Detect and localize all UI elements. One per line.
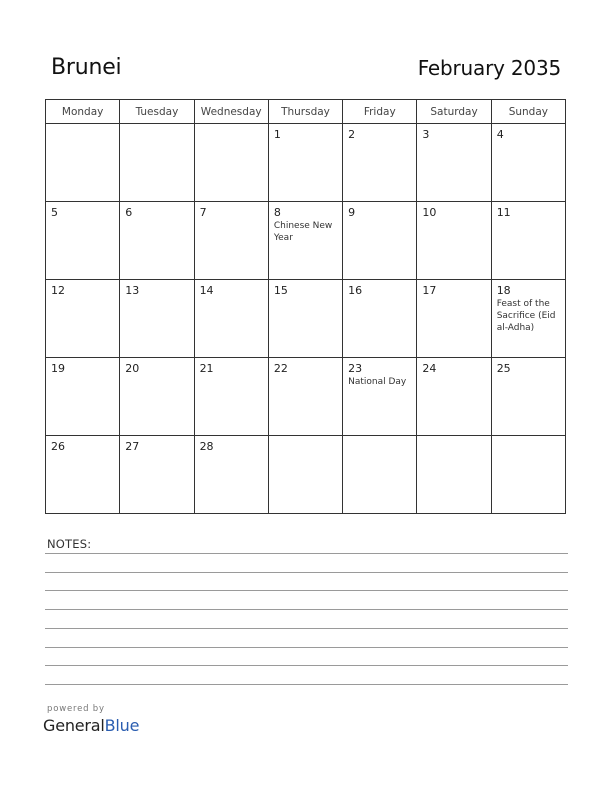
day-cell [120,358,194,436]
day-cell [417,436,491,514]
day-number: 8 [273,206,281,219]
day-cell [268,436,342,514]
notes-label: NOTES: [47,537,92,551]
calendar-body [46,124,566,514]
day-cell [120,436,194,514]
generalblue-logo [43,716,139,735]
day-number: 28 [199,440,214,453]
day-number: 7 [199,206,207,219]
country-title: Brunei [51,55,122,80]
day-cell [491,436,565,514]
day-cell [417,358,491,436]
day-cell [194,124,268,202]
day-cell [268,202,342,280]
day-cell [491,358,565,436]
holiday-label: National Day [348,377,407,387]
weekday-header-wednesday: Wednesday [194,100,268,124]
note-line [45,590,568,591]
day-number: 22 [273,362,288,375]
day-number: 1 [273,128,281,141]
week-row [46,202,566,280]
day-number: 21 [199,362,214,375]
note-line [45,553,568,554]
logo-text-blue: Blue [104,716,140,735]
day-cell [343,202,417,280]
day-cell [417,280,491,358]
day-cell [491,202,565,280]
weekday-header-monday: Monday [46,100,120,124]
note-line [45,684,568,685]
note-line [45,609,568,610]
day-cell [120,280,194,358]
calendar-grid [45,99,566,514]
day-number: 19 [51,362,65,375]
day-number: 5 [51,206,58,219]
day-cell [417,202,491,280]
day-cell [417,124,491,202]
month-year-title: February 2035 [417,56,561,80]
week-row [46,436,566,514]
day-cell [46,124,120,202]
day-number: 16 [348,284,363,297]
note-line [45,647,568,648]
weekday-header-thursday: Thursday [268,100,342,124]
note-line [45,665,568,666]
day-cell [268,280,342,358]
day-cell [268,124,342,202]
day-cell [194,202,268,280]
day-number: 6 [125,206,133,219]
day-cell [194,358,268,436]
day-cell [194,436,268,514]
day-cell [343,358,417,436]
weekday-header-row [46,100,566,124]
weekday-header-tuesday: Tuesday [120,100,194,124]
day-number: 15 [273,284,288,297]
note-line [45,572,568,573]
week-row [46,124,566,202]
day-number: 26 [51,440,65,453]
day-number: 25 [496,362,511,375]
logo-text-general: General [43,716,105,735]
day-number: 23 [348,362,363,375]
powered-by-text: powered by [47,704,105,714]
weekday-header-friday: Friday [343,100,417,124]
day-cell [491,280,565,358]
day-cell [46,280,120,358]
holiday-label: Chinese New Year [273,221,333,243]
day-number: 12 [51,284,65,297]
day-cell [491,124,565,202]
day-cell [46,358,120,436]
day-number: 9 [348,206,356,219]
day-cell [46,202,120,280]
day-number: 13 [125,284,140,297]
day-number: 14 [199,284,214,297]
week-row [46,280,566,358]
note-line [45,628,568,629]
day-number: 24 [422,362,437,375]
day-number: 4 [496,128,504,141]
day-cell [343,124,417,202]
week-row [46,358,566,436]
weekday-header-sunday: Sunday [491,100,565,124]
day-number: 2 [348,128,356,141]
day-cell [120,202,194,280]
day-cell [120,124,194,202]
day-number: 18 [496,284,511,297]
day-cell [343,436,417,514]
day-number: 10 [422,206,437,219]
weekday-header-saturday: Saturday [417,100,491,124]
day-number: 27 [125,440,140,453]
day-number: 11 [496,206,511,219]
day-number: 17 [422,284,437,297]
day-cell [46,436,120,514]
day-number: 20 [125,362,140,375]
holiday-label: Feast of the Sacrifice (Eid al-Adha) [496,299,556,333]
day-cell [268,358,342,436]
day-cell [343,280,417,358]
day-cell [194,280,268,358]
day-number: 3 [422,128,430,141]
